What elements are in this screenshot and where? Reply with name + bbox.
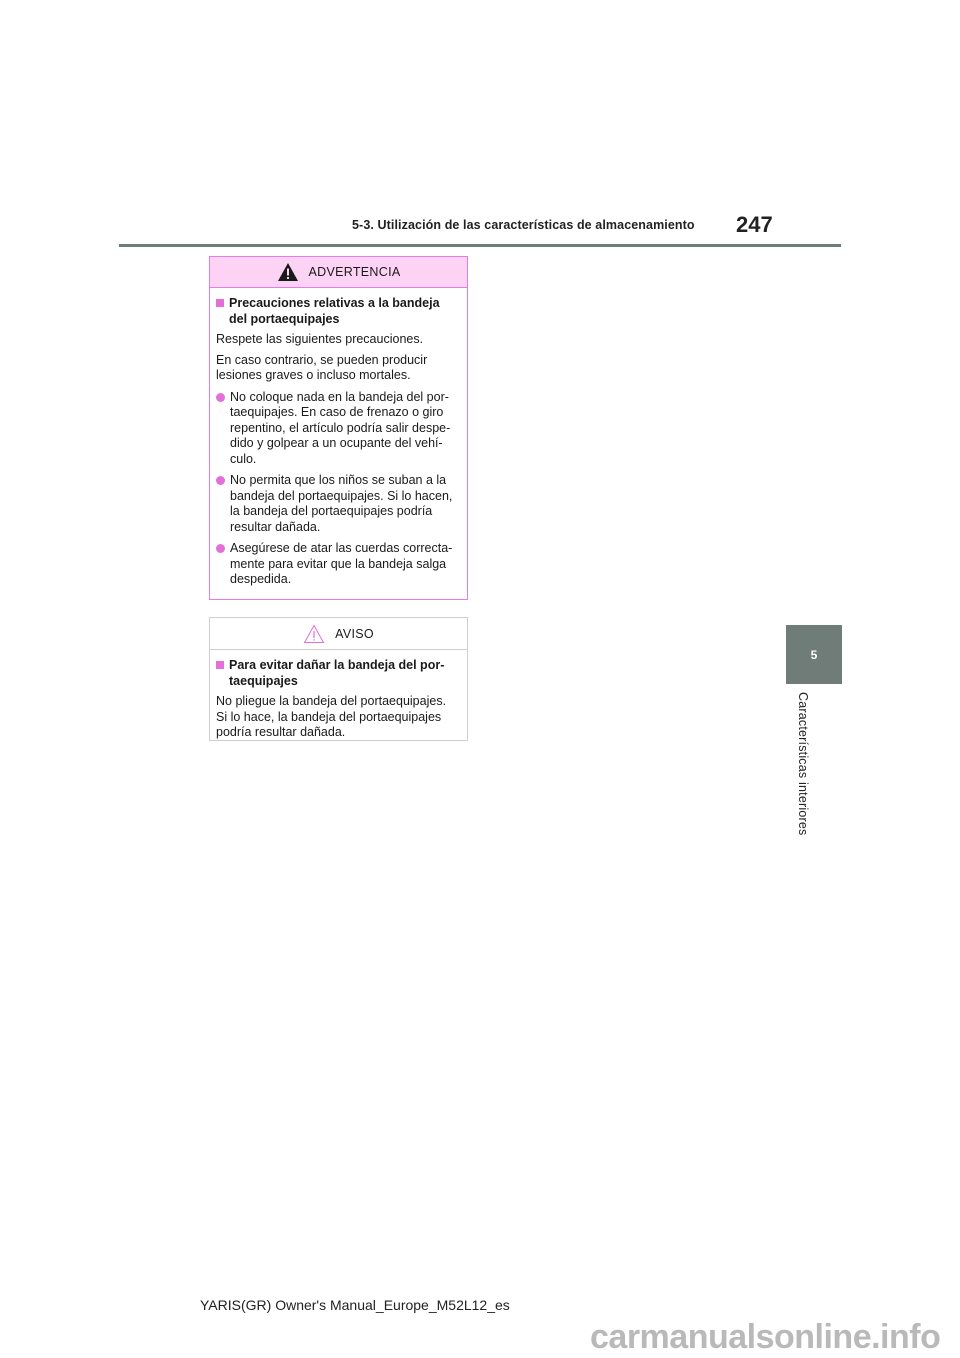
warning-bullet: [216, 390, 459, 468]
notice-header: [210, 618, 467, 650]
notice-heading-text: Para evitar dañar la bandeja del por-taequipajes: [229, 658, 445, 688]
warning-heading-text: Precauciones relativas a la bandeja del portaequipajes: [229, 296, 440, 326]
square-bullet-icon: [216, 661, 224, 669]
warning-bullet: [216, 541, 459, 588]
circle-bullet-icon: [216, 544, 225, 553]
warning-paragraph: En caso contrario, se pueden producir lesiones graves o incluso mortales.: [216, 352, 428, 382]
notice-heading: [216, 658, 459, 689]
warning-heading: [216, 296, 459, 327]
warning-bullet-text: No coloque nada en la bandeja del por-taequipajes. En caso de frenazo o giro repentino, el artículo podría salir despe-dido y golpear a un ocupante del vehí-culo.: [230, 389, 451, 466]
square-bullet-icon: [216, 299, 224, 307]
warning-bullet-text: No permita que los niños se suban a la bandeja del portaequipajes. Si lo hacen, la bandeja del portaequipajes podría resultar dañada.: [230, 473, 453, 534]
caution-triangle-icon: [303, 624, 325, 644]
warning-triangle-icon: [277, 262, 299, 282]
page-number: 247: [736, 212, 773, 237]
warning-bullet-text: Asegúrese de atar las cuerdas correcta-mente para evitar que la bandeja salga despedida.: [230, 541, 453, 586]
circle-bullet-icon: [216, 393, 225, 402]
section-title: 5-3. Utilización de las características de almacenamiento: [352, 218, 695, 232]
warning-header: [210, 257, 467, 288]
notice-paragraph: No pliegue la bandeja del portaequipajes. Si lo hace, la bandeja del portaequipajes podría resultar dañada.: [216, 694, 447, 739]
chapter-number: 5: [810, 647, 818, 662]
notice-body: [210, 650, 467, 741]
warning-body: [210, 288, 467, 588]
manual-id: YARIS(GR) Owner's Manual_Europe_M52L12_es: [200, 1297, 510, 1313]
circle-bullet-icon: [216, 476, 225, 485]
header-divider: [119, 244, 841, 247]
notice-title: AVISO: [335, 626, 374, 641]
chapter-label: Características interiores: [796, 692, 810, 836]
warning-bullet: [216, 473, 459, 535]
warning-paragraph: Respete las siguientes precauciones.: [216, 332, 424, 346]
notice-box: [209, 617, 468, 741]
warning-title: ADVERTENCIA: [308, 265, 401, 279]
warning-box: [209, 256, 468, 600]
chapter-tab: [786, 625, 842, 684]
watermark: carmanualsonline.info: [590, 1318, 941, 1356]
